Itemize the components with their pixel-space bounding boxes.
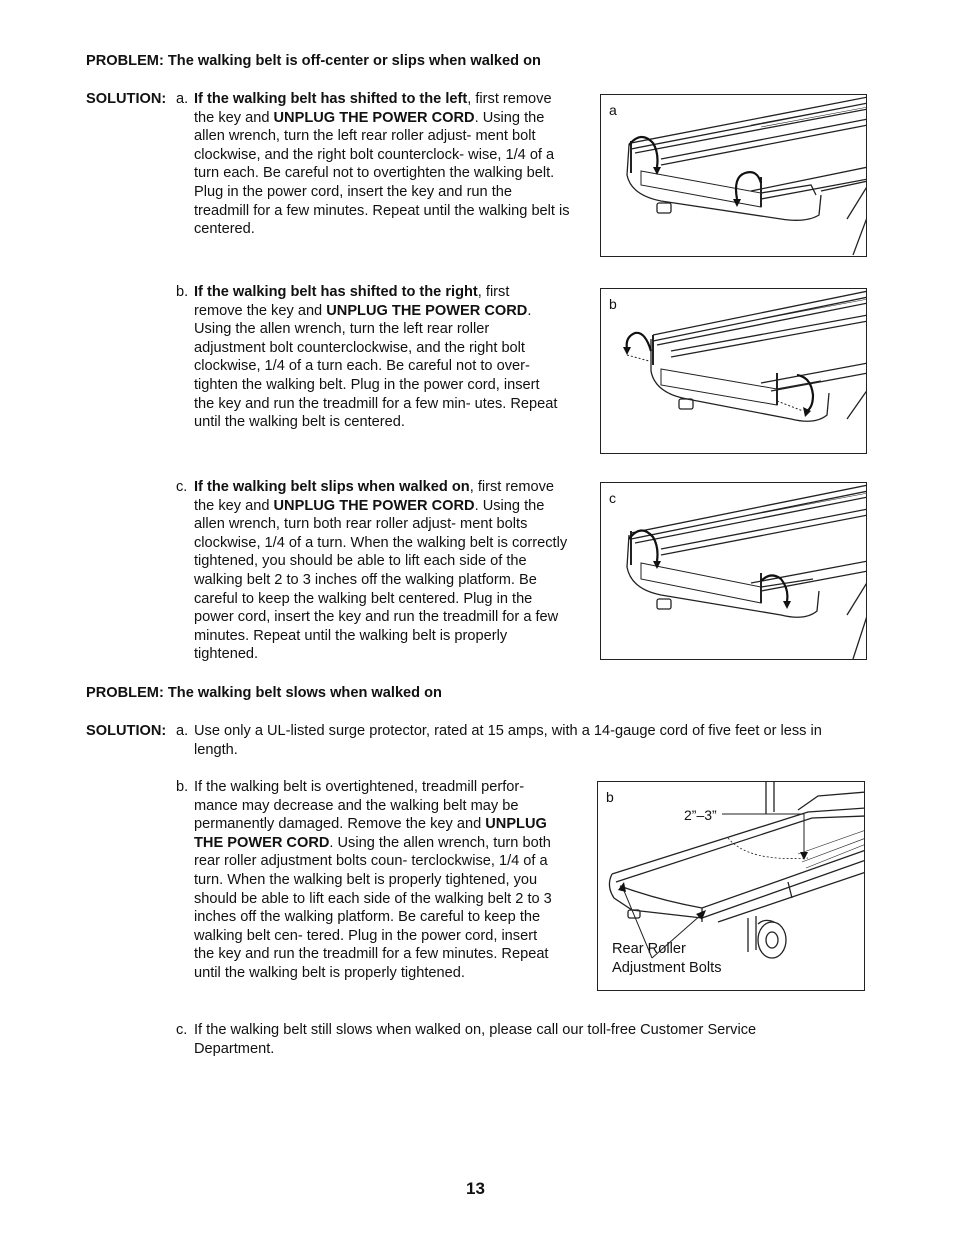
figure-label: a	[609, 102, 617, 118]
callout-line-2: Adjustment Bolts	[612, 960, 722, 976]
solution-c-text	[194, 478, 570, 664]
item-marker: a.	[176, 91, 189, 107]
solution-b-bold: If the walking belt has shifted to the right	[194, 284, 478, 300]
figure-label: b	[606, 789, 614, 805]
unplug-warning: UNPLUG THE POWER CORD	[326, 302, 528, 319]
treadmill-rear-illustration	[601, 289, 867, 454]
item-marker: c.	[176, 479, 188, 495]
solution-a-text: Use only a UL-listed surge protector, rated at 15 amps, with a 14-gauge cord of five feet or less in length.	[194, 723, 822, 758]
solution-a-text	[194, 90, 570, 239]
item-marker: b.	[176, 284, 189, 300]
solution-b-text	[194, 778, 560, 983]
unplug-warning: UNPLUG THE POWER CORD	[273, 109, 475, 126]
item-marker: c.	[176, 1022, 188, 1038]
unplug-warning: UNPLUG THE POWER CORD	[273, 497, 475, 514]
treadmill-rear-illustration	[601, 95, 867, 257]
problem-heading: PROBLEM: The walking belt is off-center or slips when walked on	[86, 53, 541, 69]
treadmill-rear-illustration	[601, 483, 867, 660]
solution-b-text	[194, 283, 562, 432]
callout-line-1: Rear Roller	[612, 941, 686, 957]
figure-label: b	[609, 296, 617, 312]
solution-b-text1: , first remove the key and	[194, 284, 510, 319]
solution-c-bold: If the walking belt slips when walked on	[194, 479, 470, 495]
dimension-label: 2”–3”	[684, 807, 717, 823]
item-marker: b.	[176, 779, 189, 795]
solution-label: SOLUTION:	[86, 723, 167, 739]
solution-b-text2: . Using the allen wrench, turn both rear roller adjustment bolts coun- terclockwise, 1/4 of a turn. When the walking belt is properly tightened, you should be able to lift each side of the walking belt 2 to 3 inches off the walking platform. Be careful to keep the walking belt cen- tered. Plug in the power cord, insert the key and run the treadmill for a few minutes. Repeat until the walking belt is properly tightened.	[194, 834, 552, 981]
solution-a-text1: , first remove the key and	[194, 91, 552, 126]
solution-c-text: If the walking belt still slows when walked on, please call our toll-free Customer Service Department.	[194, 1022, 757, 1057]
solution-a-text2: . Using the allen wrench, turn the left rear roller adjust- ment bolt clockwise, and the right bolt counterclock- wise, 1/4 of a turn each. Be careful not to overtighten the walking belt. Plug in the power cord, insert the key and run the treadmill for a few minutes. Repeat until the walking belt is centered.	[194, 109, 570, 238]
item-marker: a.	[176, 723, 189, 739]
figure-label: c	[609, 490, 616, 506]
solution-label: SOLUTION:	[86, 91, 167, 107]
treadmill-belt-illustration	[598, 782, 865, 991]
solution-c-text1: , first remove the key and	[194, 479, 555, 514]
solution-b-text2: . Using the allen wrench, turn the left rear roller adjustment bolt counterclockwise, and the right bolt clockwise, 1/4 of a turn each. Be careful not to over- tighten the walking belt. Plug in the power cord, insert the key and run the treadmill for a few min- utes. Repeat until the walking belt is centered.	[194, 302, 558, 431]
solution-c-text2: . Using the allen wrench, turn both rear roller adjust- ment bolts clockwise, 1/4 of a turn. When the walking belt is correctly tightened, you should be able to lift each side of the walking belt 2 to 3 inches off the walking platform. Be careful to keep the walking belt centered. Plug in the power cord, insert the key and run the treadmill for a few minutes. Repeat until the walking belt is properly tightened.	[194, 497, 568, 663]
figure-b	[600, 288, 867, 454]
solution-a-bold: If the walking belt has shifted to the left	[194, 91, 468, 107]
unplug-warning: UNPLUG THE POWER CORD	[194, 816, 547, 851]
page-number: 13	[466, 1179, 485, 1198]
figure-a	[600, 94, 867, 257]
figure-c	[600, 482, 867, 660]
figure-belt-lift	[597, 781, 865, 991]
solution-b-text1: If the walking belt is overtightened, treadmill perfor- mance may decrease and the walking belt may be permanently damaged. Remove the key and	[194, 779, 525, 833]
problem-heading: PROBLEM: The walking belt slows when walked on	[86, 685, 442, 701]
